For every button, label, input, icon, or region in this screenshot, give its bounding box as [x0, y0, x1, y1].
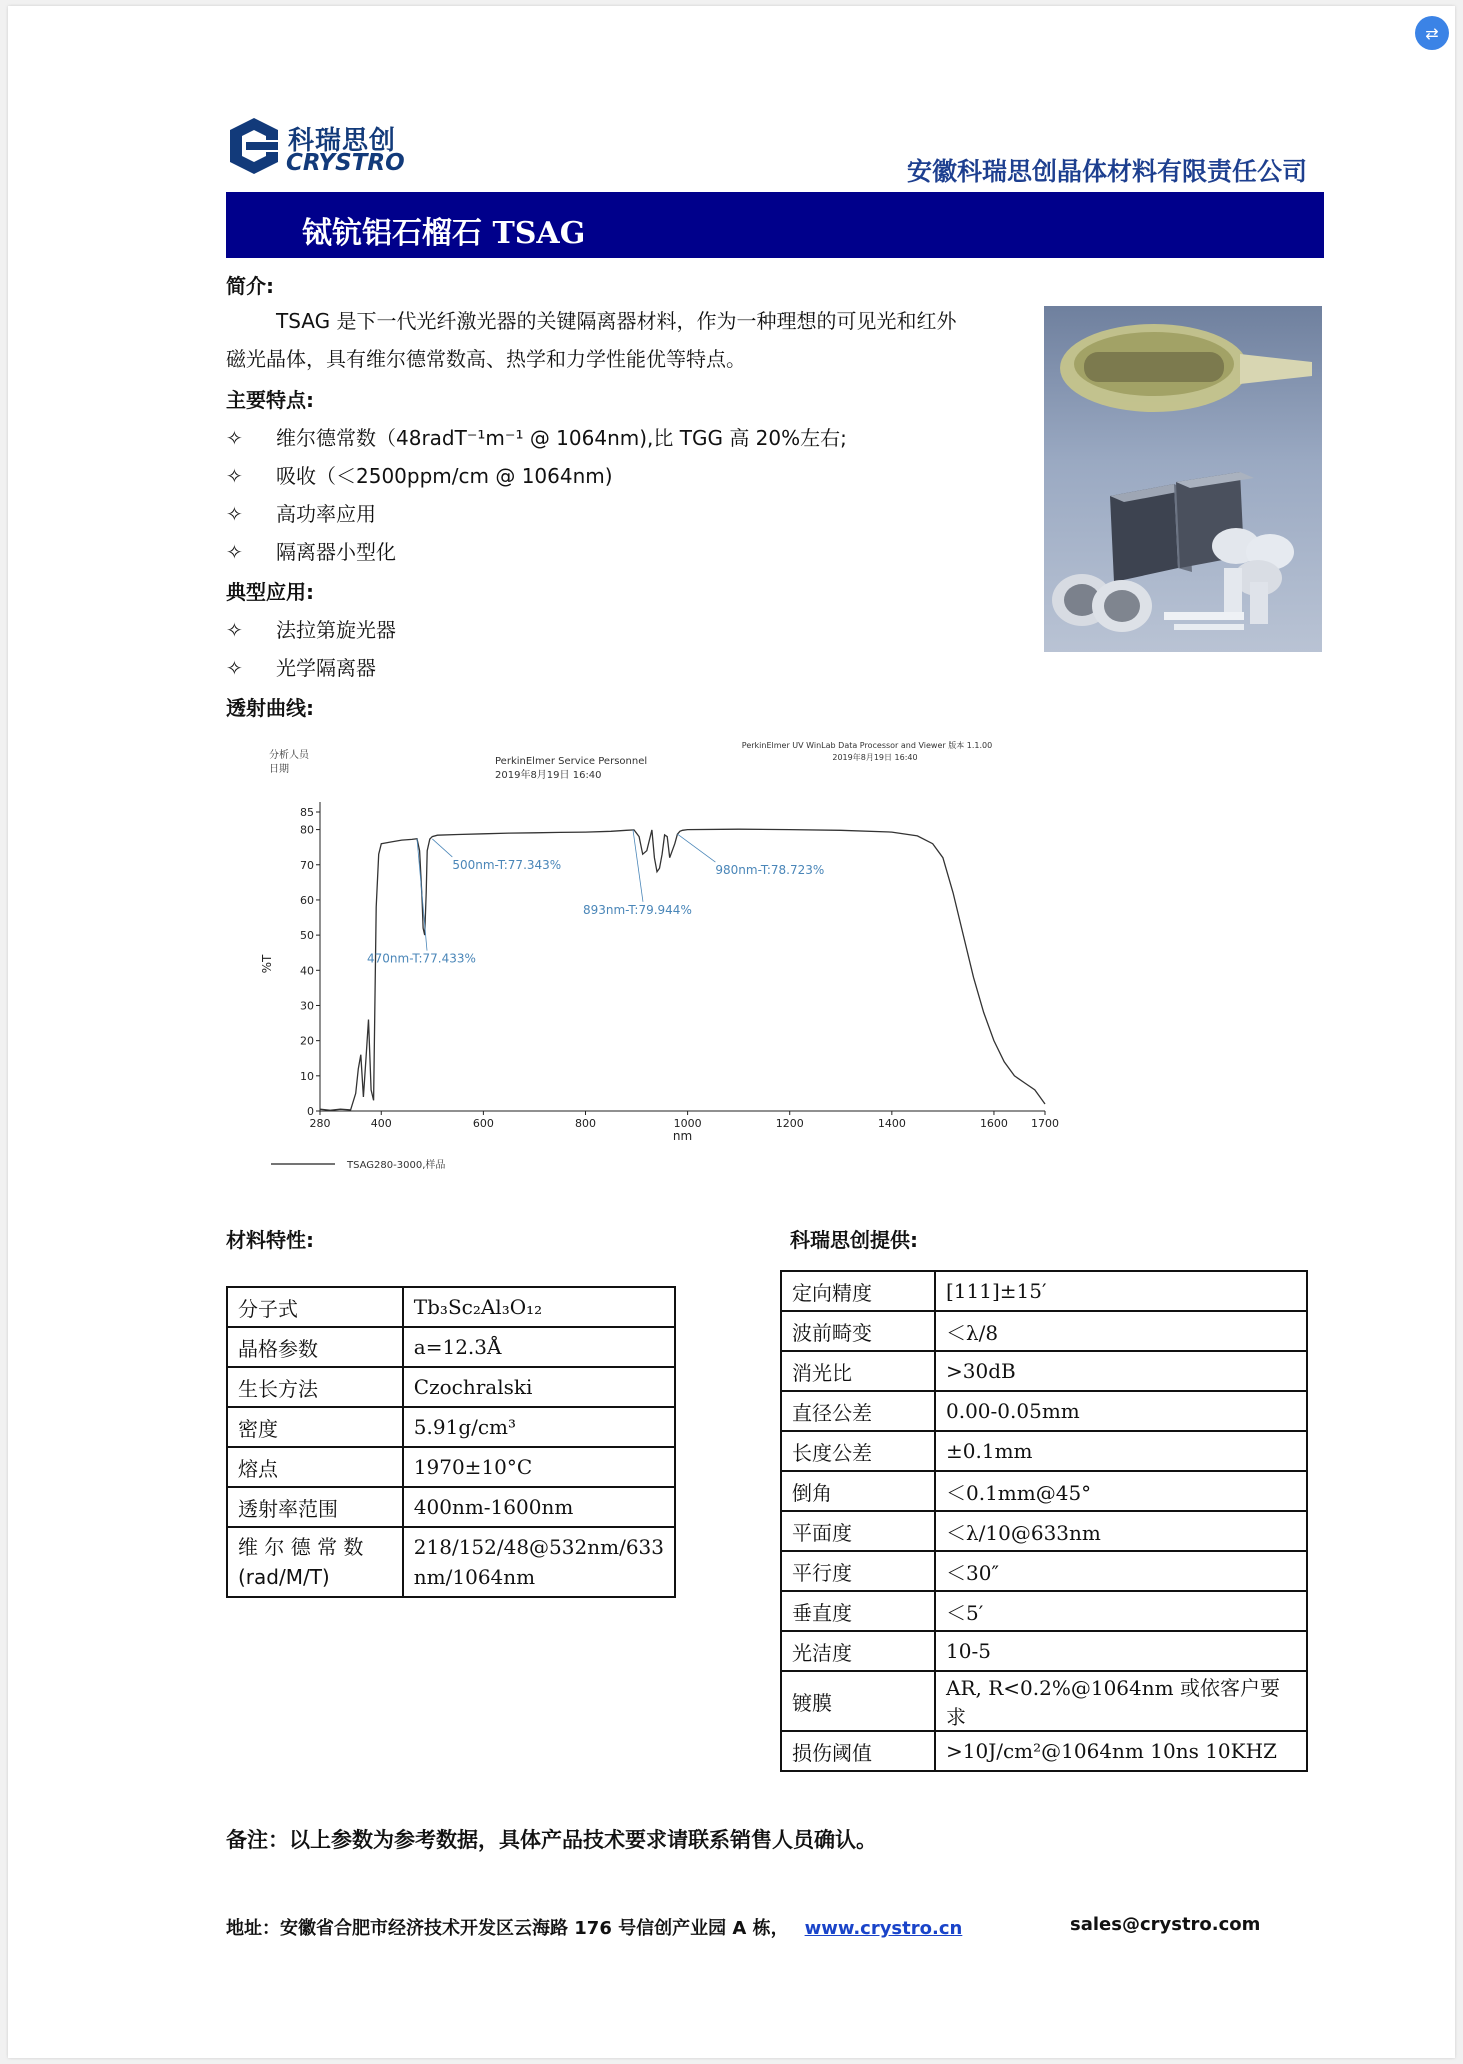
crystal-product-photo — [1044, 306, 1322, 652]
y-tick-label: 40 — [300, 964, 314, 978]
property-key: 熔点 — [227, 1447, 403, 1487]
y-tick-label: 70 — [300, 858, 314, 872]
offer-row — [781, 1631, 1307, 1671]
offer-value: ＜5′ — [935, 1591, 1307, 1631]
y-tick-label: 30 — [300, 999, 314, 1013]
property-row — [227, 1527, 675, 1597]
property-value: a=12.3Å — [403, 1327, 675, 1367]
offer-row — [781, 1351, 1307, 1391]
property-key: 密度 — [227, 1407, 403, 1447]
y-tick-label: 80 — [300, 823, 314, 837]
offer-key: 直径公差 — [781, 1391, 935, 1431]
offer-row — [781, 1311, 1307, 1351]
x-tick-label: 600 — [472, 1117, 494, 1130]
x-tick-label: 280 — [309, 1117, 331, 1130]
x-tick-label: 1400 — [877, 1117, 906, 1130]
offer-row — [781, 1271, 1307, 1311]
offer-key: 平行度 — [781, 1551, 935, 1591]
y-tick-label: 50 — [300, 929, 314, 943]
offer-value: 10-5 — [935, 1631, 1307, 1671]
offer-key: 长度公差 — [781, 1431, 935, 1471]
bullet-star-icon: ✧ — [226, 502, 243, 526]
y-tick-label: 0 — [307, 1105, 314, 1118]
offer-key: 定向精度 — [781, 1271, 935, 1311]
y-tick-label: 20 — [300, 1034, 314, 1048]
chart-header-left-2: 日期 — [269, 764, 289, 775]
offer-table — [780, 1270, 1308, 1772]
property-key: 透射率范围 — [227, 1487, 403, 1527]
feature-item: ✧ 高功率应用 — [226, 502, 376, 526]
properties-heading: 材料特性: — [226, 1228, 314, 1252]
property-key: 生长方法 — [227, 1367, 403, 1407]
transmission-chart — [243, 736, 1083, 1176]
property-value: 5.91g/cm³ — [403, 1407, 675, 1447]
property-row — [227, 1327, 675, 1367]
footer-address: 地址：安徽省合肥市经济技术开发区云海路 176 号信创产业园 A 栋， — [226, 1918, 789, 1939]
annotation-label: 980nm-T:78.723% — [715, 863, 825, 878]
offer-value: ＜λ/10@633nm — [935, 1511, 1307, 1551]
property-row — [227, 1447, 675, 1487]
offer-key: 镀膜 — [781, 1671, 935, 1731]
offer-value: ＜λ/8 — [935, 1311, 1307, 1351]
intro-heading: 简介: — [226, 274, 274, 298]
legend-label: TSAG280-3000,样品 — [347, 1160, 446, 1171]
logo-text-en: CRYSTRO — [286, 150, 405, 176]
x-tick-label: 1200 — [775, 1117, 804, 1130]
logo-text-cn: 科瑞思创 — [288, 126, 397, 156]
property-key: 晶格参数 — [227, 1327, 403, 1367]
properties-table — [226, 1286, 676, 1598]
x-tick-label: 400 — [370, 1117, 392, 1130]
offer-key: 波前畸变 — [781, 1311, 935, 1351]
property-key: 维 尔 德 常 数 (rad/M/T) — [227, 1527, 403, 1597]
website-link[interactable]: www.crystro.cn — [804, 1918, 963, 1939]
intro-line-1: TSAG 是下一代光纤激光器的关键隔离器材料，作为一种理想的可见光和红外 — [276, 309, 957, 333]
x-tick-label: 1600 — [979, 1117, 1008, 1130]
bullet-star-icon: ✧ — [226, 618, 243, 642]
offer-value: 0.00-0.05mm — [935, 1391, 1307, 1431]
offer-heading: 科瑞思创提供: — [790, 1228, 918, 1252]
property-value: 218/152/48@532nm/633 nm/1064nm — [403, 1527, 675, 1597]
property-row — [227, 1407, 675, 1447]
offer-row — [781, 1431, 1307, 1471]
offer-key: 损伤阈值 — [781, 1731, 935, 1771]
translate-icon[interactable]: ⇄ — [1415, 16, 1449, 50]
transmission-chart-svg — [243, 736, 1083, 1176]
offer-key: 垂直度 — [781, 1591, 935, 1631]
product-title: 铽钪铝石榴石 TSAG — [302, 216, 586, 251]
offer-value: >30dB — [935, 1351, 1307, 1391]
offer-key: 消光比 — [781, 1351, 935, 1391]
chart-header-right-1: PerkinElmer UV WinLab Data Processor and Viewer 版本 1.1.00 — [741, 741, 993, 750]
offer-value: ±0.1mm — [935, 1431, 1307, 1471]
company-name: 安徽科瑞思创晶体材料有限责任公司 — [906, 157, 1307, 186]
y-tick-label: 85 — [300, 806, 314, 819]
features-heading: 主要特点: — [226, 388, 314, 412]
applications-heading: 典型应用: — [226, 580, 314, 604]
offer-key: 倒角 — [781, 1471, 935, 1511]
offer-row — [781, 1391, 1307, 1431]
property-key: 分子式 — [227, 1287, 403, 1327]
annotation-label: 893nm-T:79.944% — [582, 902, 692, 917]
document-page — [8, 6, 1455, 2058]
property-row — [227, 1367, 675, 1407]
intro-line-2: 磁光晶体，具有维尔德常数高、热学和力学性能优等特点。 — [226, 347, 746, 371]
offer-value: [111]±15′ — [935, 1271, 1307, 1311]
feature-item: ✧ 隔离器小型化 — [226, 540, 396, 564]
disclaimer-note: 备注：以上参数为参考数据，具体产品技术要求请联系销售人员确认。 — [226, 1828, 877, 1852]
bullet-star-icon: ✧ — [226, 464, 243, 488]
property-value: Czochralski — [403, 1367, 675, 1407]
application-item: ✧ 法拉第旋光器 — [226, 618, 396, 642]
title-banner — [226, 192, 1324, 258]
annotation-leader-line — [677, 834, 715, 862]
chart-header-mid-2: 2019年8月19日 16:40 — [495, 770, 602, 781]
offer-row — [781, 1511, 1307, 1551]
y-tick-label: 60 — [300, 893, 314, 907]
crystro-logo-mark-icon — [226, 116, 282, 176]
offer-key: 光洁度 — [781, 1631, 935, 1671]
curve-heading: 透射曲线: — [226, 696, 314, 720]
bullet-star-icon: ✧ — [226, 426, 243, 450]
bullet-star-icon: ✧ — [226, 656, 243, 680]
offer-key: 平面度 — [781, 1511, 935, 1551]
page-footer — [226, 1914, 1261, 1940]
y-ticks — [300, 806, 320, 1118]
offer-row — [781, 1551, 1307, 1591]
x-tick-label: 800 — [574, 1117, 596, 1130]
offer-row — [781, 1591, 1307, 1631]
chart-header-mid-1: PerkinElmer Service Personnel — [495, 756, 648, 767]
annotation-label: 500nm-T:77.343% — [452, 857, 562, 872]
chart-header-right-2: 2019年8月19日 16:40 — [832, 753, 918, 762]
offer-row — [781, 1671, 1307, 1731]
y-axis-label: %T — [260, 954, 274, 974]
annotation-leader-line — [633, 830, 643, 902]
x-tick-label: 1000 — [673, 1117, 702, 1130]
offer-value: ＜30″ — [935, 1551, 1307, 1591]
feature-item: ✧ 吸收（＜2500ppm/cm @ 1064nm) — [226, 464, 613, 488]
bullet-star-icon: ✧ — [226, 540, 243, 564]
offer-value: ＜0.1mm@45° — [935, 1471, 1307, 1511]
transmission-series-line — [320, 829, 1045, 1110]
property-value: 1970±10°C — [403, 1447, 675, 1487]
annotation-label: 470nm-T:77.433% — [367, 951, 476, 966]
x-axis-label: nm — [672, 1129, 693, 1143]
property-row — [227, 1487, 675, 1527]
chart-header-left-1: 分析人员 — [269, 750, 309, 761]
x-tick-label: 1700 — [1031, 1117, 1059, 1130]
property-value: Tb₃Sc₂Al₃O₁₂ — [403, 1287, 675, 1327]
offer-value: >10J/cm²@1064nm 10ns 10KHZ — [935, 1731, 1307, 1771]
offer-value: AR, R<0.2%@1064nm 或依客户要求 — [935, 1671, 1307, 1731]
offer-row — [781, 1471, 1307, 1511]
feature-item: ✧ 维尔德常数（48radT⁻¹m⁻¹ @ 1064nm),比 TGG 高 20%左右; — [226, 426, 847, 450]
annotation-leader-line — [432, 839, 452, 857]
peak-annotations — [367, 830, 824, 966]
x-ticks — [310, 1111, 1060, 1130]
y-tick-label: 10 — [300, 1069, 314, 1083]
property-row — [227, 1287, 675, 1327]
offer-row — [781, 1731, 1307, 1771]
application-item: ✧ 光学隔离器 — [226, 656, 376, 680]
property-value: 400nm-1600nm — [403, 1487, 675, 1527]
company-logo — [226, 116, 416, 180]
footer-email[interactable]: sales@crystro.com — [1070, 1914, 1261, 1935]
